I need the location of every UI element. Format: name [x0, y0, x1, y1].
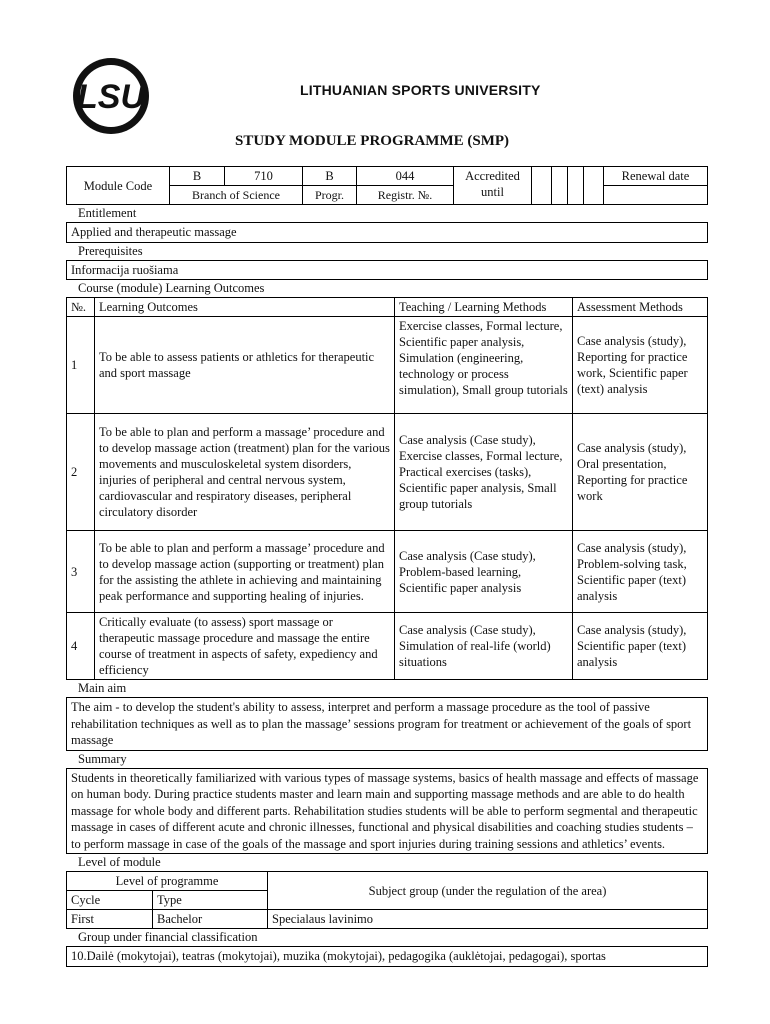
outcome-methods: Case analysis (Case study), Problem-based learning, Scientific paper analysis: [395, 531, 573, 613]
table-row: [67, 531, 708, 613]
blank-cell: [552, 167, 568, 205]
financial-classification-value: 10.Dailė (mokytojai), teatras (mokytojai), muzika (mokytojai), pedagogika (auklėtojai, pedagogai), sportas: [66, 946, 708, 967]
subject-group-value: Specialaus lavinimo: [268, 910, 708, 929]
learning-outcomes-label: Course (module) Learning Outcomes: [78, 281, 265, 295]
outcome-text: To be able to plan and perform a massage’ procedure and to develop massage action (treatment) plan for the various movements and musculoskeletal system disorders, injuries of peripheral and central nervous system, cardiovascular and respiratory diseases, peripheral circulatory disorder: [95, 414, 395, 531]
registr-label: Registr. №.: [357, 186, 454, 205]
code-710: 710: [225, 167, 303, 186]
level-of-module-label: Level of module: [78, 855, 161, 869]
cycle-label: Cycle: [67, 891, 153, 910]
blank-cell: [532, 167, 552, 205]
level-of-programme-label: Level of programme: [67, 872, 268, 891]
university-name: LITHUANIAN SPORTS UNIVERSITY: [300, 82, 541, 98]
document-title: STUDY MODULE PROGRAMME (SMP): [235, 133, 510, 149]
code-044: 044: [357, 167, 454, 186]
table-row: [67, 414, 708, 531]
module-programme-form: [66, 166, 708, 967]
financial-classification-label: Group under financial classification: [78, 930, 258, 944]
cycle-value: First: [67, 910, 153, 929]
type-label: Type: [153, 891, 268, 910]
level-table: [66, 871, 708, 929]
main-aim-value: The aim - to develop the student's ability to assess, interpret and perform a massage procedure as the tool of passive rehabilitation techniques as well as to plan the massage’ sessions program for treatment or achievement of the goals of sport massage: [66, 697, 708, 751]
branch-of-science-label: Branch of Science: [170, 186, 303, 205]
summary-value: Students in theoretically familiarized with various types of massage systems, basics of health massage and effects of massage on human body. During practice students master and learn main and supporting massage methods and are able to do health massage for whole body and different parts. Rehabilitation studies students will be able to perform segmental and therapeutic massage in cases of different acute and chronic illnesses, functional and physical disabilities and coaching studies students – to perform massage in case of the goals of the massage and sport injuries during training sessions and athletics’ events.: [66, 768, 708, 855]
outcome-methods: Case analysis (Case study), Exercise classes, Formal lecture, Practical exercises (tasks), Scientific paper analysis, Small group tutorials: [395, 414, 573, 531]
header-no: №.: [67, 298, 95, 317]
outcome-text: Critically evaluate (to assess) sport massage or therapeutic massage procedure and massage the entire course of treatment in aspects of safety, expediency and efficiency: [95, 613, 395, 680]
progr-label: Progr.: [303, 186, 357, 205]
prerequisites-value: Informacija ruošiama: [66, 260, 708, 281]
entitlement-value: Applied and therapeutic massage: [66, 222, 708, 243]
code-b2: B: [303, 167, 357, 186]
entitlement-label: Entitlement: [78, 206, 137, 220]
module-code-label: Module Code: [67, 167, 170, 205]
outcome-assessment: Case analysis (study), Scientific paper (text) analysis: [573, 613, 708, 680]
summary-label: Summary: [78, 751, 127, 766]
outcome-assessment: Case analysis (study), Reporting for practice work, Scientific paper (text) analysis: [573, 317, 708, 414]
outcome-assessment: Case analysis (study), Problem-solving task, Scientific paper (text) analysis: [573, 531, 708, 613]
outcome-text: To be able to plan and perform a massage’ procedure and to develop massage action (supporting or treatment) plan for the assisting the athlete in achieving and maintaining peak performance and supporting healing of injuries.: [95, 531, 395, 613]
main-aim-label: Main aim: [78, 681, 127, 695]
outcome-number: 1: [67, 317, 95, 414]
outcome-number: 4: [67, 613, 95, 680]
header-assessment: Assessment Methods: [573, 298, 708, 317]
outcome-assessment: Case analysis (study), Oral presentation, Reporting for practice work: [573, 414, 708, 531]
outcome-number: 2: [67, 414, 95, 531]
prerequisites-label: Prerequisites: [78, 243, 143, 258]
outcomes-header-row: [67, 298, 708, 317]
accredited-until-label: Accredited until: [454, 167, 532, 205]
table-row: [67, 613, 708, 680]
outcome-number: 3: [67, 531, 95, 613]
code-b1: B: [170, 167, 225, 186]
outcome-text: To be able to assess patients or athletics for therapeutic and sport massage: [95, 317, 395, 414]
header-outcome: Learning Outcomes: [95, 298, 395, 317]
lsu-logo: [70, 55, 152, 137]
header-methods: Teaching / Learning Methods: [395, 298, 573, 317]
subject-group-label: Subject group (under the regulation of the area): [268, 872, 708, 910]
blank-cell: [584, 167, 604, 205]
renewal-date-label: Renewal date: [604, 167, 708, 186]
learning-outcomes-table: [66, 297, 708, 680]
type-value: Bachelor: [153, 910, 268, 929]
logo-lettering: LSU: [77, 78, 145, 116]
blank-cell: [568, 167, 584, 205]
renewal-date-value: [604, 186, 708, 205]
table-row: [67, 317, 708, 414]
outcome-methods: Case analysis (Case study), Simulation of real-life (world) situations: [395, 613, 573, 680]
outcome-methods: Exercise classes, Formal lecture, Scientific paper analysis, Simulation (engineering, technology or process simulation), Small group tutorials: [395, 317, 573, 414]
module-code-table: [66, 166, 708, 205]
